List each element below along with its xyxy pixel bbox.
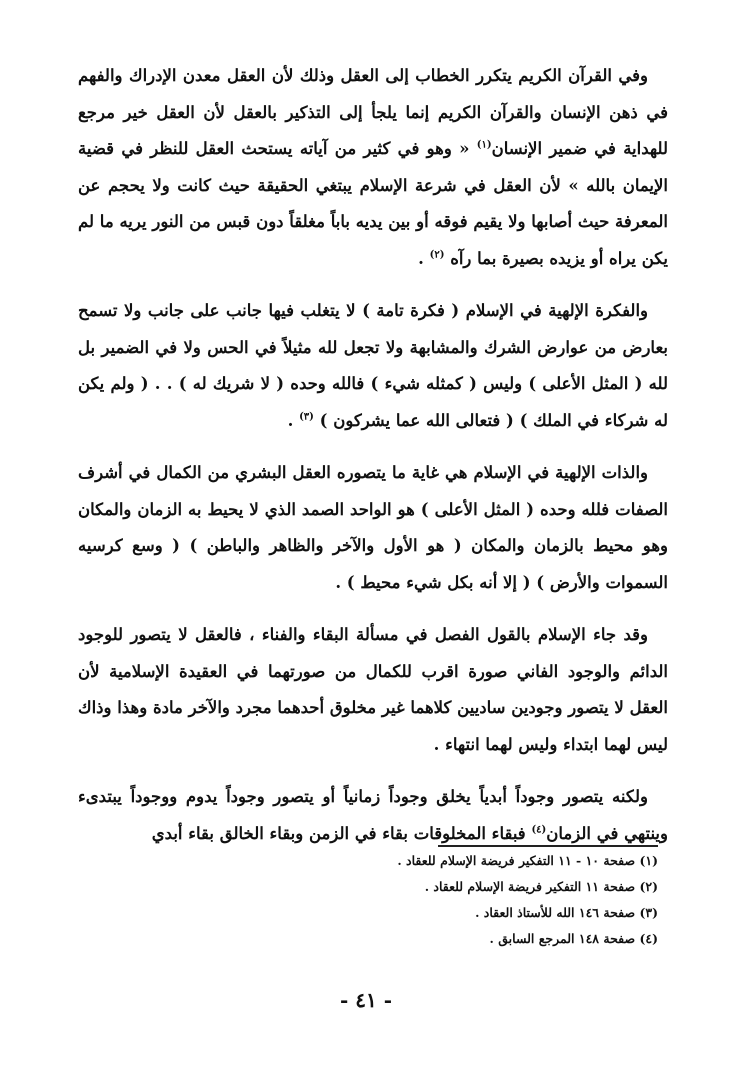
footnote-2: (٢) صفحة ١١ التفكير فريضة الإسلام للعقاد . bbox=[424, 879, 658, 894]
footnotes-list bbox=[320, 848, 658, 952]
paragraph-4 bbox=[78, 617, 668, 763]
paragraph-4-text: وقد جاء الإسلام بالقول الفصل في مسألة البقاء والفناء ، فالعقل لا يتصور للوجود الدائم والوجود الفاني صورة اقرب للكمال من صورتهما في العقيدة الإسلامية لأن العقل لا يتصور وجودين ساديين كلاهما غير مخلوق أحدهما مجرد والآخر مادة وهذا وذاك ليس لهما ابتداء وليس لهما انتهاء . bbox=[78, 625, 668, 754]
footnote-ref-3: (٣) bbox=[299, 411, 314, 422]
paragraph-1-text-continued: « وهو في كثير من آياته يستحث العقل للنظر في قضية الإيمان بالله » لأن العقل في شرعة الإسلام يبتغي الحقيقة حيث كانت ولا يحجم عن المعرفة حيث أصابها ولا يقيم فوقه أو بين يديه باباً مغلقاً دون قبس من النور يريه ما لم يكن يراه أو يزيده بصيرة بما رآه bbox=[78, 139, 668, 268]
paragraph-1-end: . bbox=[418, 248, 430, 268]
body-text bbox=[78, 58, 668, 852]
paragraph-2-text: والفكرة الإلهية في الإسلام ( فكرة تامة ) لا يتغلب فيها جانب على جانب ولا تسمح بعارض من عوارض الشرك والمشابهة ولا تجعل لله مثيلاً في الحس ولا في الضمير بل لله ( المثل الأعلى ) وليس ( كمثله شيء ) فالله وحده ( لا شريك له ) . . ( ولم يكن له شركاء في الملك ) ( فتعالى الله عما يشركون ) bbox=[78, 301, 668, 430]
footnote-4: (٤) صفحة ١٤٨ المرجع السابق . bbox=[489, 931, 658, 946]
footnote-divider bbox=[438, 845, 658, 847]
paragraph-2 bbox=[78, 293, 668, 439]
footnote-ref-1: (١) bbox=[476, 139, 492, 151]
paragraph-3-text: والذات الإلهية في الإسلام هي غاية ما يتصوره العقل البشري من الكمال في أشرف الصفات فلله وحده ( المثل الأعلى ) هو الواحد الصمد الذي لا يحيط به الزمان والمكان وهو محيط بالزمان والمكان ( هو الأول والآخر والظاهر والباطن ) ( وسع كرسيه السموات والأرض ) ( إلا أنه بكل شيء محيط ) . bbox=[78, 463, 668, 592]
paragraph-1 bbox=[78, 58, 668, 277]
paragraph-2-end: . bbox=[287, 410, 300, 430]
footnote-ref-2: (٢) bbox=[429, 249, 445, 260]
paragraph-5-text: ولكنه يتصور وجوداً أبدياً يخلق وجوداً زمانياً أو يتصور وجوداً يدوم ووجوداً يبتدىء وينتهي في الزمان bbox=[78, 787, 668, 843]
footnote-ref-4: (٤) bbox=[531, 824, 547, 835]
paragraph-1-text: وفي القرآن الكريم يتكرر الخطاب إلى العقل وذلك لأن العقل معدن الإدراك والفهم في ذهن الإنسان والقرآن الكريم إنما يلجأ إلى التذكير بالعقل لأن العقل خير مرجع للهداية في ضمير الإنسان bbox=[78, 66, 668, 158]
page-number: - ٤١ - bbox=[339, 988, 392, 1012]
footnote-1: (١) صفحة ١٠ - ١١ التفكير فريضة الإسلام للعقاد . bbox=[397, 853, 658, 868]
paragraph-5 bbox=[78, 779, 668, 852]
paragraph-3 bbox=[78, 455, 668, 601]
paragraph-5-text-continued: فبقاء المخلوقات بقاء في الزمن وبقاء الخالق بقاء أبدي bbox=[151, 823, 532, 843]
footnote-3: (٣) صفحة ١٤٦ الله للأستاذ العقاد . bbox=[475, 905, 658, 920]
